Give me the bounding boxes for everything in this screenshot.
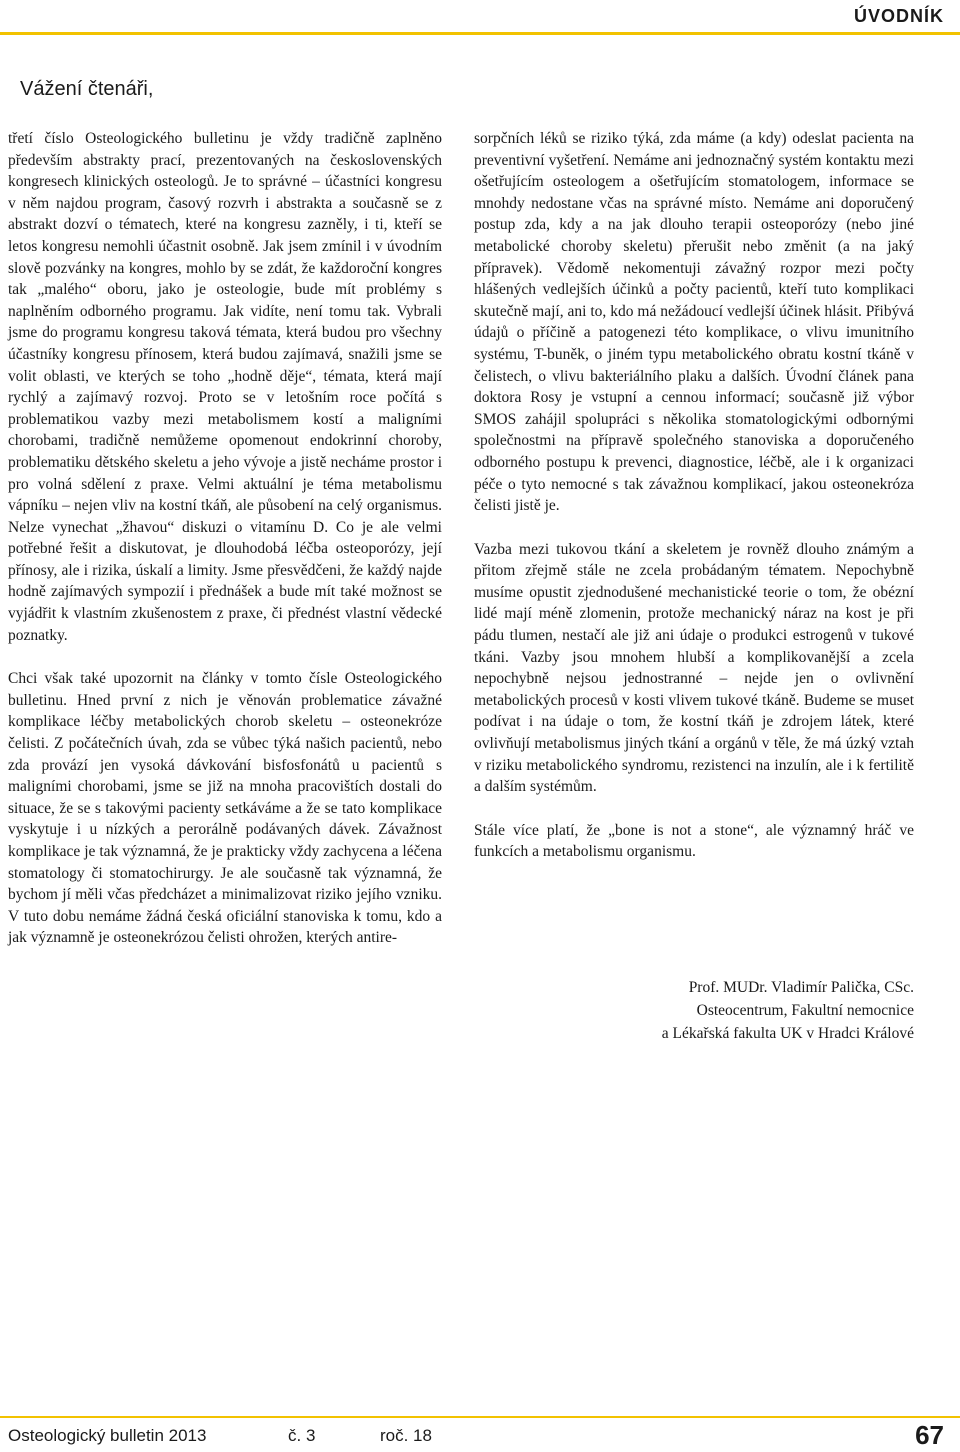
author-name: Prof. MUDr. Vladimír Palička, CSc.: [688, 979, 914, 996]
page-footer: [0, 1416, 960, 1452]
salutation: Vážení čtenáři,: [20, 78, 154, 100]
section-label: ÚVODNÍK: [853, 6, 944, 26]
author-affiliation: a Lékařská fakulta UK v Hradci Králové: [661, 1025, 914, 1042]
header-rule: [0, 32, 960, 35]
left-column: [8, 128, 442, 949]
paragraph: sorpčních léků se riziko týká, zda máme (a kdy) odeslat pacienta na preventivní vyšetření. Nemáme ani jednoznačný systém kontaktu mezi ošetřujícím osteologem a ošetřujícím stomatologem, informace se mnohdy nedostane včas na správné místo. Nemáme ani doporučený postup zda, kdy a na jak dlouho terapii osteoporózy (nebo jiné metabolické choroby skeletu) přerušit nebo změnit (a na jaký přípravek). Vědomě nekomentuji závažný rozpor mezi počty hlášených vedlejších účinků a počty pacientů, kteří tuto komplikaci skutečně mají, ani to, kdo má nežádoucí vedlejší účinek hlásit. Přibývá údajů o příčině a patogenezi této komplikace, o vlivu imunitního systému, T-buněk, o jiném typu metabolického obratu kostní tkáně v čelistech, o vlivu bakteriálního plaku a dalších. Úvodní článek pana doktora Rosy je vstupní a cennou informací; současně již výbor SMOS zahájil spolupráci s několika stomatologickými odbornými společnostmi na přípravě společného stanoviska a doporučeného odborného postupu k prevenci, diagnostice, léčbě, ale i k organizaci péče o tyto nemocné s tak závažnou komplikací, jakou osteonekróza čelisti jistě je.: [474, 130, 914, 515]
issue-number: č. 3: [288, 1426, 316, 1445]
page-header: [0, 0, 960, 34]
paragraph: Vazba mezi tukovou tkání a skeletem je rovněž dlouho známým a přitom zřejmě stále ne zcela probádaným tématem. Nepochybně musíme opustit zjednodušené mechanistické teorie o tom, že obézní lidé mají méně zlomenin, protože mechanický náraz na kost je při pádu tlumen, nestačí ale již ani údaje o produkci estrogenů v tukové tkáni. Vazby jsou mnohem hlubší a komplikovanější a zcela nepochybně nejsou jednostranné – nejde jen o ovlivnění metabolických procesů v kosti vlivem tukové tkáně. Budeme se muset podívat i na údaje o tom, že kostní tkáň je zdrojem látek, které ovlivňují metabolismus jiných tkání a orgánů v těle, že má úzký vztah v riziku metabolického syndromu, rezistenci na inzulín, ale i k fertilitě a dalším systémům.: [474, 540, 914, 796]
right-column: [474, 128, 914, 863]
paragraph: Chci však také upozornit na články v tomto čísle Osteologického bulletinu. Hned první z nich je věnován problematice závažné komplikace léčby metabolických chorob skeletu – osteonekróze čelisti. Z počátečních úvah, zda se vůbec týká našich pacientů, nebo zda provází jen vysoká dávkování bisfosfonátů u pacientů s maligními chorobami, jsme se již na mnoha pracovištích dostali do situace, že se s takovými pacienty setkáváme a že se tato komplikace vyskytuje i u nízkých a perorálně podávaných dávek. Závažnost komplikace je tak významná, že je prakticky vždy zachycena a léčena stomatology či stomatochirurgy. Je ale současně tak významná, že bychom jí měli včas předcházet a minimalizovat riziko jejího vzniku. V tuto dobu nemáme žádná česká oficiální stanoviska k tomu, kdo a jak významně je osteonekrózou čelisti ohrožen, kterých antire-: [8, 670, 442, 947]
volume-number: roč. 18: [380, 1426, 432, 1445]
paragraph: Stále více platí, že „bone is not a stone“, ale významný hráč ve funkcích a metabolismu organismu.: [474, 821, 914, 861]
paragraph: třetí číslo Osteologického bulletinu je vždy tradičně zaplněno především abstrakty prací, prezentovaných na československých kongresech klinických osteologů. Je to správné – účastníci kongresu v něm najdou program, časový rozvrh i abstrakta a současně se z abstrakt dozví o tématech, které na kongresu zazněly, i ti, kteří se letos kongresu nemohli účastnit osobně. Jak jsem zmínil i v úvodním slově pozvánky na kongres, mohlo by se zdát, že každoroční kongres tak „malého“ oboru, jako je osteologie, bude mít problémy s naplněním odborného programu. Jak vidíte, není tomu tak. Vybrali jsme do programu kongresu taková témata, která budou pro všechny účastníky kongresu přínosem, která budou zajímavá, snažili jsme se volit oblasti, ve kterých se toho „hodně děje“, témata, která mají rychlý a zajímavý rozvoj. Proto se v letošním roce počítá s problematikou vazby mezi metabolismem kostí a maligními chorobami, tradičně nemůžeme opomenout endokrinní choroby, problematiku dětského skeletu a jeho vývoje a jistě necháme prostor i pro volná sdělení z praxe. Velmi aktuální je téma metabolismu vápníku – nejen vliv na kostní tkáň, ale působení na celý organismus. Nelze vynechat „žhavou“ diskuzi o vitamínu D. Co je ale velmi potřebné řešit a diskutovat, je dlouhodobá léčba osteoporózy, její přínosy, ale i rizika, úskalí a limity. Jsme přesvědčeni, že každý najde hodně zajímavých sympozií i přednášek a bude mít také možnost se vyjádřit k vlastním zkušenostem z praxe, či přednést vlastní vědecké poznatky.: [8, 130, 442, 644]
author-signature: [474, 976, 914, 1045]
author-affiliation: Osteocentrum, Fakultní nemocnice: [696, 1002, 914, 1019]
page-number: 67: [915, 1420, 944, 1450]
footer-rule: [0, 1416, 960, 1418]
journal-name: Osteologický bulletin 2013: [8, 1426, 207, 1445]
